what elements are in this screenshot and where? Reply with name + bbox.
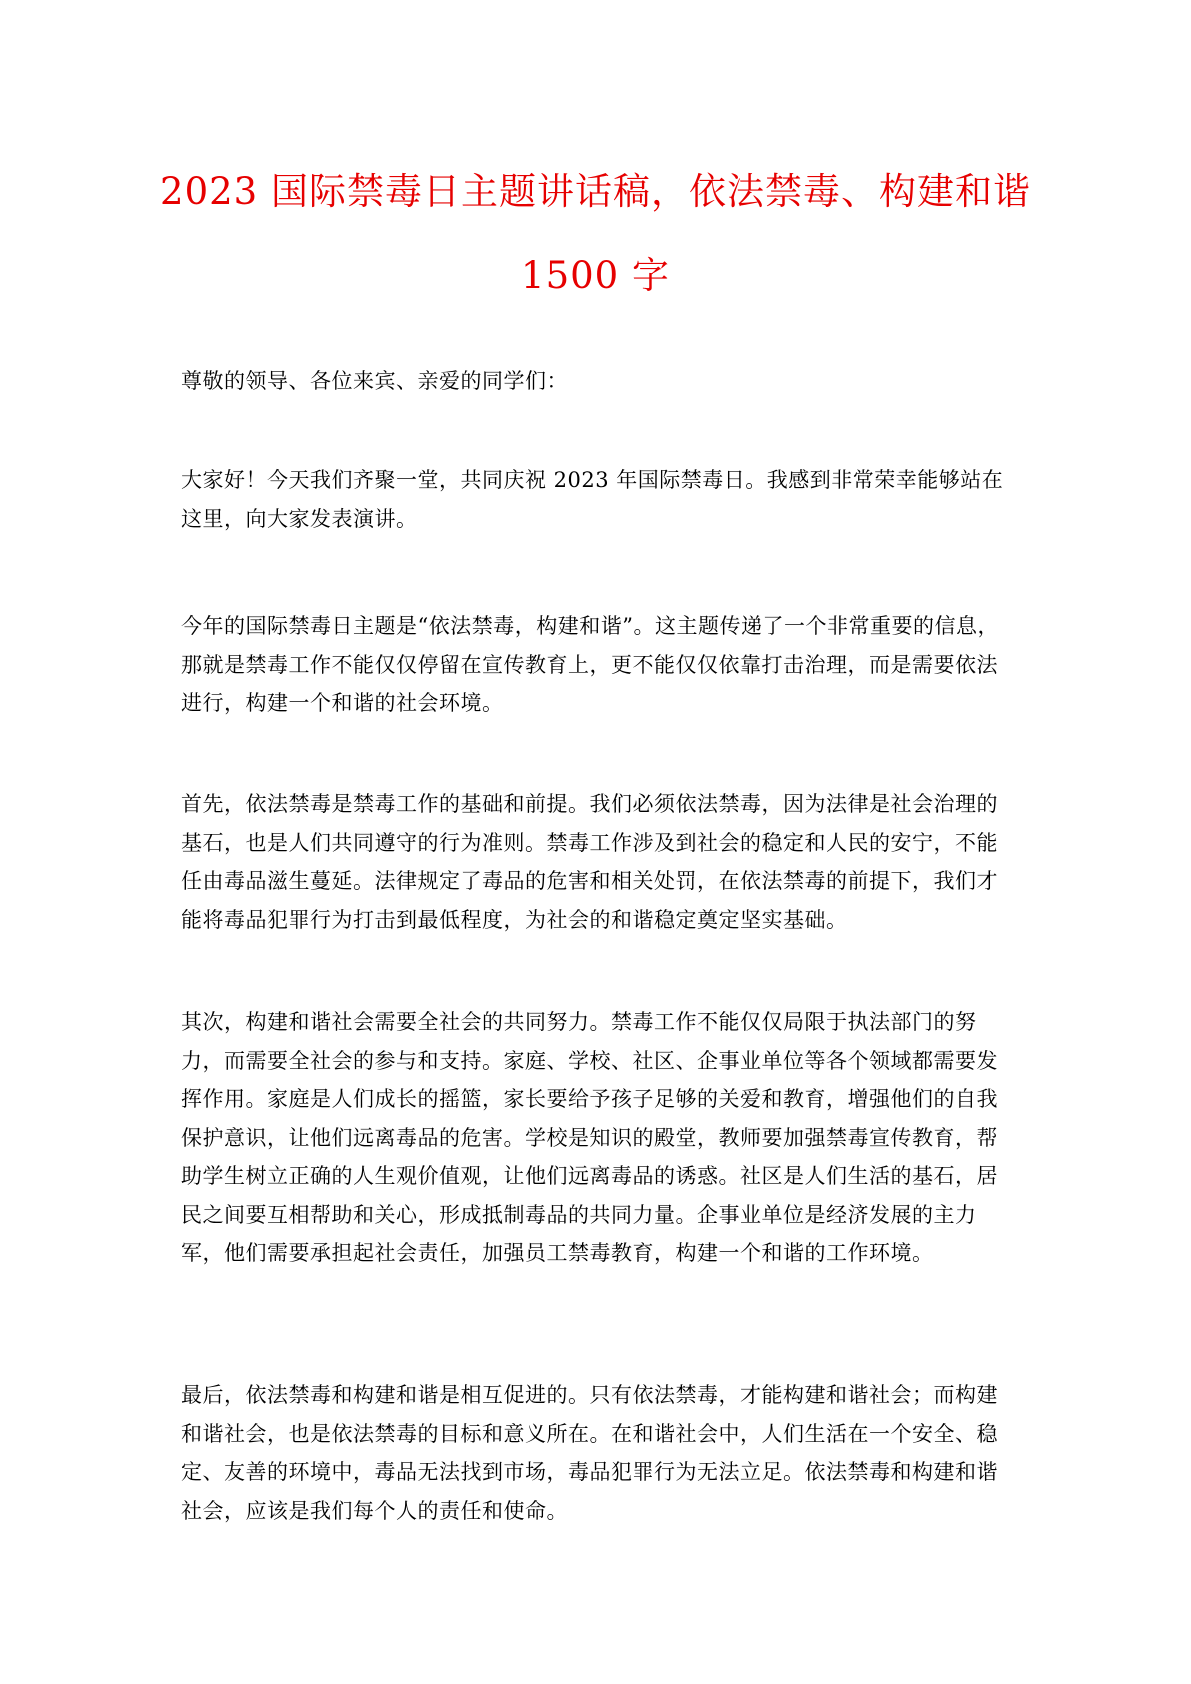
title-line-2: 1500 字 — [521, 254, 670, 297]
salutation: 尊敬的领导、各位来宾、亲爱的同学们： — [181, 369, 568, 393]
paragraph-first-point: 首先，依法禁毒是禁毒工作的基础和前提。我们必须依法禁毒，因为法律是社会治理的基石，也是人们共同遵守的行为准则。禁毒工作涉及到社会的稳定和人民的安宁，不能任由毒品滋生蔓延。法律规定了毒品的危害和相关处罚，在依法禁毒的前提下，我们才能将毒品犯罪行为打击到最低程度，为社会的和谐稳定奠定坚实基础。 — [181, 792, 998, 932]
paragraph-conclusion: 最后，依法禁毒和构建和谐是相互促进的。只有依法禁毒，才能构建和谐社会；而构建和谐社会，也是依法禁毒的目标和意义所在。在和谐社会中，人们生活在一个安全、稳定、友善的环境中，毒品无法找到市场，毒品犯罪行为无法立足。依法禁毒和构建和谐社会，应该是我们每个人的责任和使命。 — [181, 1383, 998, 1523]
document-title — [150, 150, 1041, 318]
paragraph-greeting: 大家好！今天我们齐聚一堂，共同庆祝 2023 年国际禁毒日。我感到非常荣幸能够站在这里，向大家发表演讲。 — [181, 468, 1004, 531]
paragraph-second-point: 其次，构建和谐社会需要全社会的共同努力。禁毒工作不能仅仅局限于执法部门的努力，而需要全社会的参与和支持。家庭、学校、社区、企事业单位等各个领域都需要发挥作用。家庭是人们成长的摇篮，家长要给予孩子足够的关爱和教育，增强他们的自我保护意识，让他们远离毒品的危害。学校是知识的殿堂，教师要加强禁毒宣传教育，帮助学生树立正确的人生观价值观，让他们远离毒品的诱惑。社区是人们生活的基石，居民之间要互相帮助和关心，形成抵制毒品的共同力量。企事业单位是经济发展的主力军，他们需要承担起社会责任，加强员工禁毒教育，构建一个和谐的工作环境。 — [181, 1010, 998, 1265]
title-line-1: 2023 国际禁毒日主题讲话稿，依法禁毒、构建和谐 — [160, 170, 1031, 213]
paragraph-theme: 今年的国际禁毒日主题是“依法禁毒，构建和谐”。这主题传递了一个非常重要的信息，那就是禁毒工作不能仅仅停留在宣传教育上，更不能仅仅依靠打击治理，而是需要依法进行，构建一个和谐的社会环境。 — [181, 614, 999, 715]
